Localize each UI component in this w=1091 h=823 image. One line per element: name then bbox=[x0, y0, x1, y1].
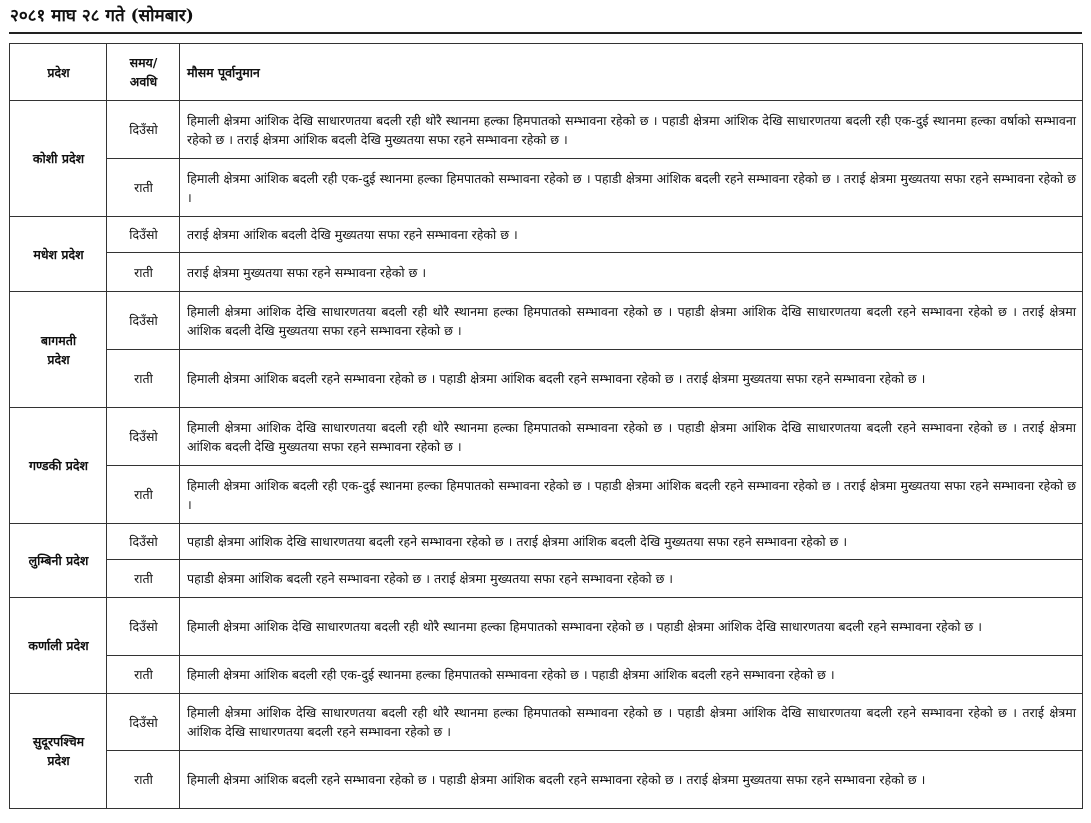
forecast-table bbox=[9, 43, 1083, 809]
time-day: दिउँसो bbox=[107, 524, 180, 560]
province-name-line2: प्रदेश bbox=[47, 351, 70, 367]
time-day: दिउँसो bbox=[107, 598, 180, 656]
time-night: राती bbox=[107, 656, 180, 694]
province-name-line1: बागमती bbox=[40, 332, 77, 348]
forecast-night: हिमाली क्षेत्रमा आंशिक बदली रही एक-दुई स्थानमा हल्का हिमपातको सम्भावना रहेको छ । पहाडी क्षेत्रमा आंशिक बदली रहने सम्भावना रहेको छ । तराई क्षेत्रमा मुख्यतया सफा रहने सम्भावना रहेको छ । bbox=[180, 466, 1083, 524]
table-row bbox=[10, 292, 1083, 350]
time-day: दिउँसो bbox=[107, 694, 180, 751]
table-header-row bbox=[10, 44, 1083, 101]
province-cell bbox=[10, 694, 107, 809]
header-time bbox=[107, 44, 180, 101]
forecast-night: तराई क्षेत्रमा मुख्यतया सफा रहने सम्भावना रहेको छ । bbox=[180, 253, 1083, 292]
table-row bbox=[10, 751, 1083, 809]
table-row bbox=[10, 253, 1083, 292]
forecast-day: तराई क्षेत्रमा आंशिक बदली देखि मुख्यतया सफा रहने सम्भावना रहेको छ । bbox=[180, 217, 1083, 253]
province-name-line1: सुदूरपश्चिम bbox=[32, 734, 85, 749]
forecast-night: पहाडी क्षेत्रमा आंशिक बदली रहने सम्भावना रहेको छ । तराई क्षेत्रमा मुख्यतया सफा रहने सम्भावना रहेको छ । bbox=[180, 560, 1083, 598]
time-night: राती bbox=[107, 560, 180, 598]
province-cell bbox=[10, 598, 107, 694]
province-name: गण्डकी प्रदेश bbox=[28, 458, 89, 473]
forecast-day: हिमाली क्षेत्रमा आंशिक देखि साधारणतया बदली रही थोरै स्थानमा हल्का हिमपातको सम्भावना रहेको छ । पहाडी क्षेत्रमा आंशिक देखि साधारणतया बदली रहने सम्भावना रहेको छ । तराई क्षेत्रमा आंशिक बदली देखि मुख्यतया सफा रहने सम्भावना रहेको छ । bbox=[180, 292, 1083, 350]
forecast-day: हिमाली क्षेत्रमा आंशिक देखि साधारणतया बदली रही थोरै स्थानमा हल्का हिमपातको सम्भावना रहेको छ । पहाडी क्षेत्रमा आंशिक देखि साधारणतया बदली रहने सम्भावना रहेको छ । तराई क्षेत्रमा आंशिक देखि साधारणतया बदली रहने सम्भावना रहेको छ । bbox=[180, 694, 1083, 751]
time-day: दिउँसो bbox=[107, 217, 180, 253]
time-night: राती bbox=[107, 253, 180, 292]
table-row bbox=[10, 466, 1083, 524]
province-cell bbox=[10, 524, 107, 598]
time-night: राती bbox=[107, 350, 180, 408]
forecast-night: हिमाली क्षेत्रमा आंशिक बदली रही एक-दुई स्थानमा हल्का हिमपातको सम्भावना रहेको छ । पहाडी क्षेत्रमा आंशिक बदली रहने सम्भावना रहेको छ । bbox=[180, 656, 1083, 694]
province-name: कर्णाली प्रदेश bbox=[28, 638, 89, 653]
province-name: लुम्बिनी प्रदेश bbox=[28, 553, 89, 568]
header-time-line1: समय/ bbox=[129, 55, 158, 70]
province-name-line2: प्रदेश bbox=[47, 753, 70, 768]
forecast-night: हिमाली क्षेत्रमा आंशिक बदली रही एक-दुई स्थानमा हल्का हिमपातको सम्भावना रहेको छ । पहाडी क्षेत्रमा आंशिक बदली रहने सम्भावना रहेको छ । तराई क्षेत्रमा मुख्यतया सफा रहने सम्भावना रहेको छ । bbox=[180, 159, 1083, 217]
page-title: २०८१ माघ २८ गते (सोमबार) bbox=[10, 6, 194, 26]
header-province: प्रदेश bbox=[10, 44, 107, 101]
forecast-night: हिमाली क्षेत्रमा आंशिक बदली रहने सम्भावना रहेको छ । पहाडी क्षेत्रमा आंशिक बदली रहने सम्भावना रहेको छ । तराई क्षेत्रमा मुख्यतया सफा रहने सम्भावना रहेको छ । bbox=[180, 350, 1083, 408]
table-row bbox=[10, 656, 1083, 694]
forecast-day: पहाडी क्षेत्रमा आंशिक देखि साधारणतया बदली रहने सम्भावना रहेको छ । तराई क्षेत्रमा आंशिक बदली देखि मुख्यतया सफा रहने सम्भावना रहेको छ । bbox=[180, 524, 1083, 560]
province-cell bbox=[10, 217, 107, 292]
table-row bbox=[10, 694, 1083, 751]
forecast-day: हिमाली क्षेत्रमा आंशिक देखि साधारणतया बदली रही थोरै स्थानमा हल्का हिमपातको सम्भावना रहेको छ । पहाडी क्षेत्रमा आंशिक देखि साधारणतया बदली रहने सम्भावना रहेको छ । bbox=[180, 598, 1083, 656]
table-row bbox=[10, 350, 1083, 408]
time-night: राती bbox=[107, 159, 180, 217]
header-time-line2: अवधि bbox=[129, 74, 158, 89]
time-night: राती bbox=[107, 466, 180, 524]
table-row bbox=[10, 524, 1083, 560]
province-name: कोशी प्रदेश bbox=[32, 151, 85, 166]
table-row bbox=[10, 560, 1083, 598]
time-day: दिउँसो bbox=[107, 408, 180, 466]
province-cell bbox=[10, 101, 107, 217]
table-row bbox=[10, 217, 1083, 253]
table-row bbox=[10, 159, 1083, 217]
forecast-day: हिमाली क्षेत्रमा आंशिक देखि साधारणतया बदली रही थोरै स्थानमा हल्का हिमपातको सम्भावना रहेको छ । पहाडी क्षेत्रमा आंशिक देखि साधारणतया बदली रही एक-दुई स्थानमा हल्का वर्षाको सम्भावना रहेको छ । तराई क्षेत्रमा आंशिक बदली देखि मुख्यतया सफा रहने सम्भावना रहेको छ । bbox=[180, 101, 1083, 159]
table-row bbox=[10, 408, 1083, 466]
province-cell bbox=[10, 292, 107, 408]
forecast-day: हिमाली क्षेत्रमा आंशिक देखि साधारणतया बदली रही थोरै स्थानमा हल्का हिमपातको सम्भावना रहेको छ । पहाडी क्षेत्रमा आंशिक देखि साधारणतया बदली रहने सम्भावना रहेको छ । तराई क्षेत्रमा आंशिक बदली देखि मुख्यतया सफा रहने सम्भावना रहेको छ । bbox=[180, 408, 1083, 466]
time-day: दिउँसो bbox=[107, 101, 180, 159]
table-row bbox=[10, 598, 1083, 656]
time-day: दिउँसो bbox=[107, 292, 180, 350]
province-cell bbox=[10, 408, 107, 524]
header-forecast: मौसम पूर्वानुमान bbox=[180, 44, 1083, 101]
title-divider bbox=[9, 32, 1082, 34]
province-name: मधेश प्रदेश bbox=[33, 246, 84, 262]
table-row bbox=[10, 101, 1083, 159]
time-night: राती bbox=[107, 751, 180, 809]
forecast-night: हिमाली क्षेत्रमा आंशिक बदली रहने सम्भावना रहेको छ । पहाडी क्षेत्रमा आंशिक बदली रहने सम्भावना रहेको छ । तराई क्षेत्रमा मुख्यतया सफा रहने सम्भावना रहेको छ । bbox=[180, 751, 1083, 809]
